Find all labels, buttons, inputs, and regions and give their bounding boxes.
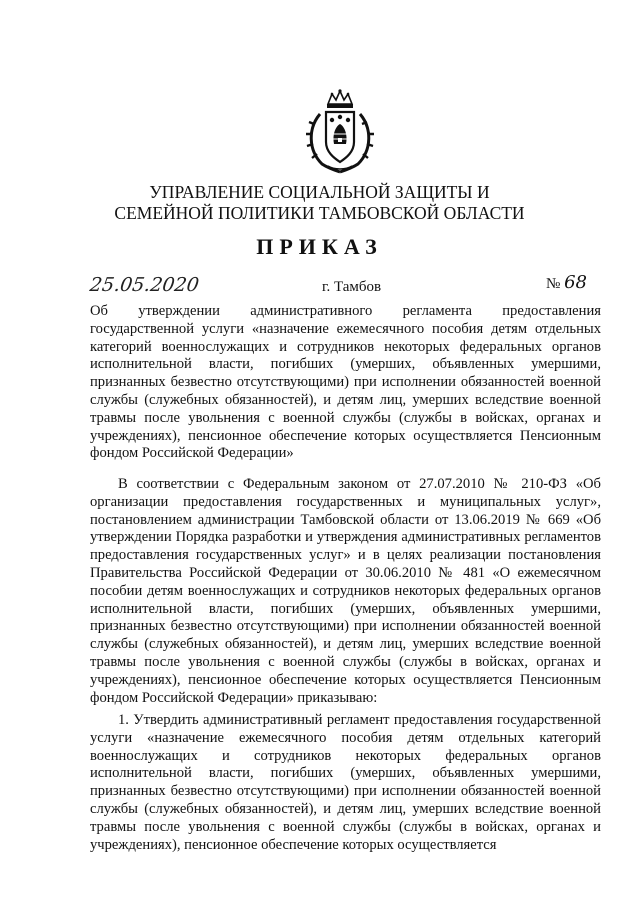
organization-name-line-2: СЕМЕЙНОЙ ПОЛИТИКИ ТАМБОВСКОЙ ОБЛАСТИ xyxy=(114,203,525,223)
handwritten-number: 68 xyxy=(564,272,587,293)
order-number xyxy=(546,272,587,293)
tambov-coat-of-arms-icon xyxy=(298,88,382,174)
order-item-1-text: 1. Утвердить административный регламент предоставления государственной услуги «назначение ежемесячного пособия детям отдельных категорий военнослужащих и сотрудников некоторых федеральных органов исполнительной власти, погибших (умерших, объявленных умершими, признанных безвестно отсутствующими) при исполнении обязанностей военной службы (служебных обязанностей), и детям лиц, умерших вследствие военной травмы после увольнения с военной службы (службы в войсках, органах и учреждениях), пенсионное обеспечение которых осуществляется xyxy=(90,712,601,853)
organization-name xyxy=(0,182,639,224)
handwritten-date: 25.05.2020 xyxy=(88,274,201,296)
city-label: г. Тамбов xyxy=(322,279,382,295)
order-item-1 xyxy=(90,712,601,854)
order-subject: Об утверждении административного регламента предоставления государственной услуги «назначение ежемесячного пособия детям отдельных категорий военнослужащих и сотрудников некоторых федеральных органов исполнительной власти, погибших (умерших, объявленных умершими, признанных безвестно отсутствующими) при исполнении обязанностей военной службы (служебных обязанностей), и детям лиц, умерших вследствие военной травмы после увольнения с военной службы (службы в войсках, органах и учреждениях), пенсионное обеспечение которых осуществляется Пенсионным фондом Российской Федерации» xyxy=(90,303,601,462)
document-type-title: ПРИКАЗ xyxy=(256,234,383,259)
organization-name-line-1: УПРАВЛЕНИЕ СОЦИАЛЬНОЙ ЗАЩИТЫ И xyxy=(149,182,490,202)
number-sign: № xyxy=(546,276,561,292)
preamble-paragraph xyxy=(90,476,601,707)
preamble-text: В соответствии с Федеральным законом от 27.07.2010 № 210-ФЗ «Об организации предоставления государственных и муниципальных услуг», постановлением администрации Тамбовской области от 13.06.2019 № 669 «Об утверждении Порядка разработки и утверждения административных регламентов предоставления государственных услуг» и в целях реализации постановления Правительства Российской Федерации от 30.06.2010 № 481 «О ежемесячном пособии детям военнослужащих и сотрудников некоторых федеральных органов исполнительной власти, погибших (умерших, объявленных умершими, признанных безвестно отсутствующими) при исполнении обязанностей военной службы (служебных обязанностей), и детям лиц, умерших вследствие военной травмы после увольнения с военной службы (службы в войсках, органах и учреждениях), пенсионное обеспечение которых осуществляется Пенсионным фондом Российской Федерации» приказываю: xyxy=(90,476,601,706)
